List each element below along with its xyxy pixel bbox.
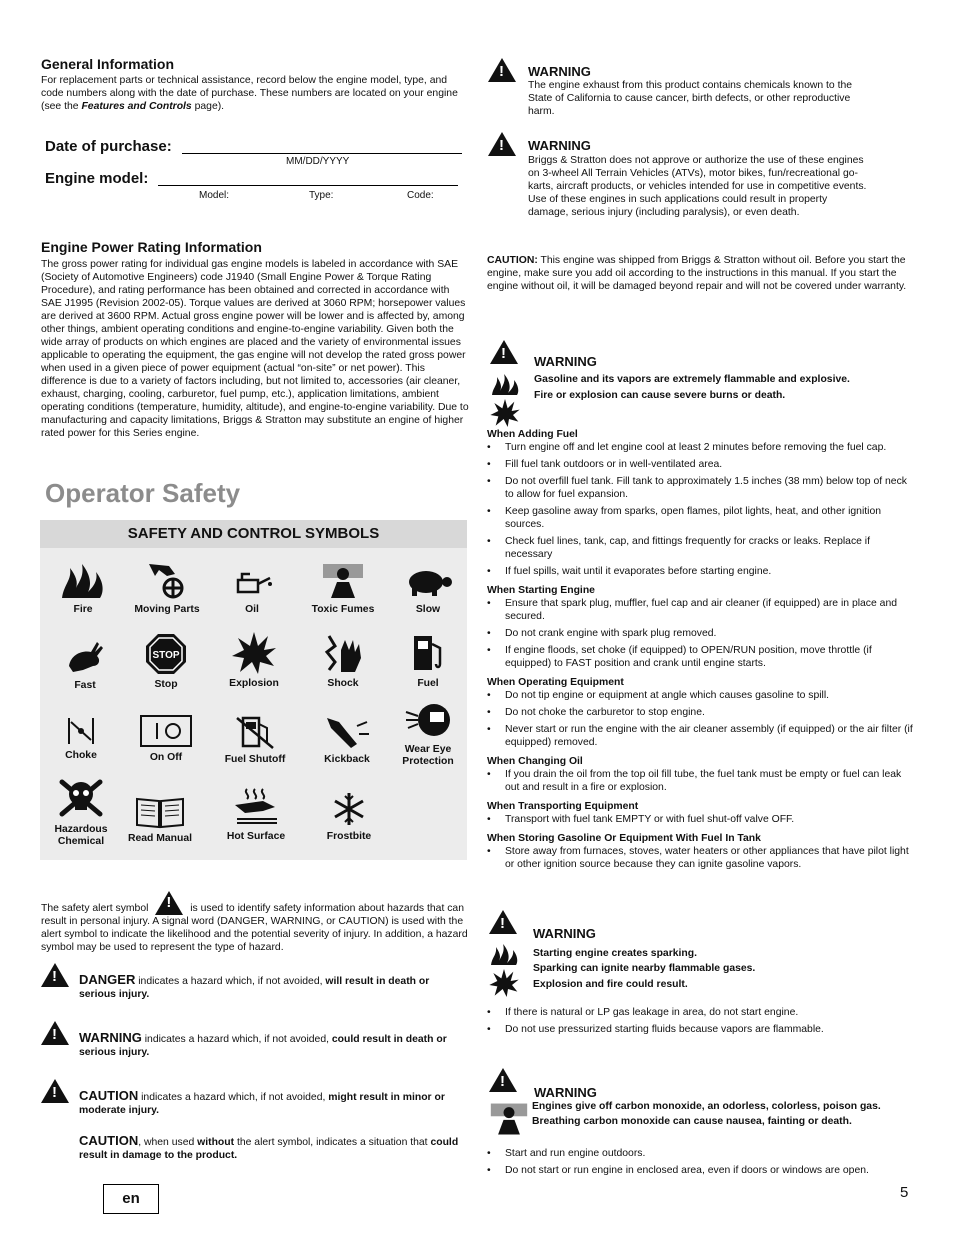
list-item: • Keep gasoline away from sparks, open flames, pilot lights, heat, and other ignition sources.	[487, 505, 915, 531]
operating-equipment-heading: When Operating Equipment	[487, 677, 624, 688]
turtle-icon	[402, 562, 454, 600]
warning5-alert-icon	[489, 1068, 517, 1092]
caution-text: indicates a hazard which, if not avoided,	[138, 1092, 329, 1103]
symbol-fast	[55, 636, 115, 692]
warning3-line2: Fire or explosion can cause severe burns or death.	[534, 390, 786, 401]
symbol-moving-parts	[128, 562, 206, 616]
symbol-moving-parts-label: Moving Parts	[134, 604, 200, 615]
explosion-icon	[232, 632, 276, 674]
warning-definition	[79, 1031, 471, 1059]
warning5-line1: Engines give off carbon monoxide, an odorless, colorless, poison gas.	[532, 1101, 881, 1112]
page-number: 5	[900, 1184, 909, 1201]
warning1-icon	[488, 58, 516, 87]
safety-alert-icon	[155, 891, 183, 915]
storing-list	[487, 845, 915, 871]
caution2-text: , when used	[138, 1137, 198, 1148]
warning5-line2: Breathing carbon monoxide can cause nausea, fainting or death.	[532, 1116, 852, 1127]
moving-parts-icon	[145, 562, 189, 600]
symbol-on-off	[136, 714, 196, 764]
symbol-frostbite	[318, 791, 380, 843]
warning-bold: could result in death or serious injury.	[79, 1034, 447, 1058]
symbol-stop-label: Stop	[154, 679, 178, 690]
symbol-fire-label: Fire	[73, 604, 93, 615]
symbol-choke	[51, 716, 111, 762]
kickback-icon	[323, 714, 371, 750]
changing-oil-list	[487, 768, 915, 794]
list-item: • Fill fuel tank outdoors or in well-ventilated area.	[487, 458, 915, 471]
storing-heading: When Storing Gasoline Or Equipment With Fuel In Tank	[487, 833, 761, 844]
symbol-stop	[136, 633, 196, 691]
list-item: • Turn engine off and let engine cool at least 2 minutes before removing the fuel cap.	[487, 441, 915, 454]
danger-bold: will result in death or serious injury.	[79, 976, 430, 1000]
caution2-without: without	[197, 1137, 235, 1148]
rabbit-icon	[63, 636, 107, 676]
list-item: • Store away from furnaces, stoves, water heaters or other appliances that have pilot light or other ignition source because they can ignite gasoline vapors.	[487, 845, 915, 871]
type-hint: Type:	[309, 190, 334, 201]
warning4-list-wrap	[487, 1006, 915, 1040]
hot-surface-icon	[233, 787, 279, 827]
symbol-hazardous-label-2: Chemical	[57, 836, 105, 847]
book-icon	[135, 795, 185, 829]
caution-oil-label: CAUTION:	[487, 255, 538, 266]
symbol-kickback-label: Kickback	[324, 754, 370, 765]
date-of-purchase-field[interactable]	[182, 153, 462, 154]
symbol-choke-label: Choke	[65, 750, 97, 761]
date-of-purchase-label: Date of purchase:	[45, 138, 172, 155]
engine-model-label: Engine model:	[45, 170, 149, 187]
on-off-icon	[139, 714, 193, 748]
warning3-icon-stack	[490, 340, 520, 427]
warning2-icon	[488, 132, 516, 161]
warning5-list	[487, 1147, 915, 1177]
fuel-safety-lists	[487, 428, 915, 875]
symbol-slow	[398, 562, 458, 616]
caution-bold: might result in minor or moderate injury.	[79, 1092, 445, 1116]
danger-word: DANGER	[79, 972, 136, 987]
list-item: • Start and run engine outdoors.	[487, 1147, 915, 1160]
symbol-read-manual-label: Read Manual	[127, 833, 193, 844]
general-info-text	[41, 74, 469, 113]
symbol-on-off-label: On Off	[149, 752, 183, 763]
warning5-icon-stack	[489, 1068, 529, 1137]
danger-definition	[79, 973, 469, 1001]
fire-icon	[60, 562, 106, 600]
caution2-bold: could result in damage to the product.	[79, 1137, 459, 1161]
caution2-text2: the alert symbol, indicates a situation that	[234, 1137, 431, 1148]
fuel-shutoff-icon	[235, 714, 275, 750]
adding-fuel-list	[487, 441, 915, 578]
oil-can-icon	[230, 562, 274, 600]
warning-alert-icon	[41, 1021, 69, 1050]
symbol-fire	[53, 562, 113, 616]
power-rating-text: The gross power rating for individual gas engine models is labeled in accordance with SAE (Society of Automotive Engineers) code J1940 (Small Engine Power & Torque Rating Procedure), and rating performance has been obtained and corrected in accordance with SAE J1995 (Revision 2002-05). Torque values are derived at 3060 RPM; horsepower values are derived at 3600 RPM. Actual gross engine power will be lower and is affected by, among other things, ambient operating conditions and engine-to-engine variability. Given both the wide array of products on which engines are placed and the variety of environmental issues applicable to operating the equipment, the gas engine will not develop the rated gross power when used in a given piece of power equipment (actual “on-site” or net power). This difference is due to a variety of factors including, but not limited to, accessories (air cleaner, exhaust, charging, cooling, carburetor, fuel pump, etc.), application limitations, ambient operating conditions (temperature, humidity, altitude), and engine-to-engine variability. Due to manufacturing and capacity limitations, Briggs & Stratton may substitute an engine of higher rated power for this Series engine.	[41, 259, 469, 439]
list-item: • Do not use pressurized starting fluids because vapors are flammable.	[487, 1023, 915, 1036]
symbols-heading: SAFETY AND CONTROL SYMBOLS	[40, 520, 467, 548]
fuel-pump-icon	[408, 632, 448, 674]
choke-icon	[65, 716, 97, 746]
warning4-fire-icon	[489, 943, 519, 967]
warning3-fire-icon	[490, 373, 520, 397]
symbol-explosion	[222, 632, 286, 690]
symbol-frostbite-label: Frostbite	[326, 831, 372, 842]
warning2-text: Briggs & Stratton does not approve or authorize the use of these engines on 3-wheel All Terrain Vehicles (ATVs), motor bikes, fun/recreational go-karts, aircraft products, or vehicles intended for use in competitive events. Use of these engines in such applications could result in property damage, serious injury (including paralysis), or even death.	[528, 155, 867, 218]
symbol-eye-label-1: Wear Eye	[404, 744, 452, 755]
warning4-line2: Sparking can ignite nearby flammable gases.	[533, 963, 756, 974]
list-item: • Check fuel lines, tank, cap, and fittings frequently for cracks or leaks. Replace if necessary	[487, 535, 915, 561]
warning5-title: WARNING	[534, 1085, 597, 1100]
symbol-shock-label: Shock	[327, 678, 359, 689]
warning3-alert-icon	[490, 340, 518, 364]
symbol-hot-surface-label: Hot Surface	[226, 831, 286, 842]
transporting-heading: When Transporting Equipment	[487, 801, 639, 812]
shock-icon	[321, 632, 365, 674]
operating-equipment-list	[487, 689, 915, 749]
starting-engine-list	[487, 597, 915, 670]
stop-sign-text: STOP	[152, 650, 180, 661]
caution-no-symbol-definition	[79, 1134, 471, 1162]
warning5-list-wrap	[487, 1147, 915, 1181]
symbol-oil	[222, 562, 282, 616]
transporting-list	[487, 813, 915, 826]
warning-word: WARNING	[79, 1030, 142, 1045]
power-rating-heading: Engine Power Rating Information	[41, 239, 262, 255]
symbol-fuel-label: Fuel	[417, 678, 439, 689]
list-item: • Do not overfill fuel tank. Fill tank to approximately 1.5 inches (38 mm) below top of neck to allow for fuel expansion.	[487, 475, 915, 501]
caution-oil-paragraph	[487, 254, 913, 293]
caution2-word: CAUTION	[79, 1133, 139, 1148]
warning-text: indicates a hazard which, if not avoided,	[141, 1034, 332, 1045]
engine-model-field[interactable]	[158, 185, 458, 186]
symbol-kickback	[316, 714, 378, 766]
list-item: • Do not start or run engine in enclosed area, even if doors or windows are open.	[487, 1164, 915, 1177]
general-info-text-em: Features and Controls	[81, 101, 192, 112]
list-item: • Do not tip engine or equipment at angle which causes gasoline to spill.	[487, 689, 915, 702]
warning5-toxic-fumes-icon	[489, 1101, 529, 1137]
general-info-heading: General Information	[41, 56, 175, 72]
model-hint: Model:	[199, 190, 230, 201]
symbol-eye-label-2: Protection	[402, 756, 454, 767]
language-tab: en	[103, 1184, 159, 1214]
warning4-alert-icon	[489, 910, 517, 934]
warning4-icon-stack	[489, 910, 519, 997]
symbol-fuel-shutoff	[218, 714, 292, 766]
warning4-title: WARNING	[533, 926, 596, 941]
general-info-text-a: For replacement parts or technical assistance, record below the engine model, type, and code numbers along with the date of purchase. These numbers are located on your engine (see the	[41, 75, 458, 112]
caution-oil-text: This engine was shipped from Briggs & Stratton without oil. Before you start the engine, make sure you add oil according to the instructions in this manual. If you start the engine without oil, it will be damaged beyond repair and will not be covered under warranty.	[487, 255, 907, 292]
alert-text-b: is used to identify safety information about hazards that can result in personal injury. A signal word (DANGER, WARNING, or CAUTION) is used with the alert symbol to indicate the likelihood and the potential severity of injury. In addition, a hazard symbol may be used to represent the type of hazard.	[41, 903, 468, 953]
list-item: • If you drain the oil from the top oil fill tube, the fuel tank must be empty or fuel can leak out and result in a fire or explosion.	[487, 768, 915, 794]
stop-sign-icon	[145, 633, 187, 675]
symbol-oil-label: Oil	[245, 604, 259, 615]
list-item: • If engine floods, set choke (if equipped) to OPEN/RUN position, move throttle (if equipped) to FAST position and crank until engine starts.	[487, 644, 915, 670]
caution-word: CAUTION	[79, 1088, 139, 1103]
danger-alert-icon	[41, 963, 69, 992]
caution-alert-icon	[41, 1079, 69, 1108]
symbol-shock	[313, 632, 373, 690]
starting-engine-heading: When Starting Engine	[487, 585, 595, 596]
warning4-list	[487, 1006, 915, 1036]
toxic-fumes-icon	[321, 562, 365, 600]
symbol-eye-protection	[396, 700, 460, 768]
warning3-title: WARNING	[534, 354, 597, 369]
alert-paragraph	[41, 891, 469, 954]
list-item: • If there is natural or LP gas leakage in area, do not start engine.	[487, 1006, 915, 1019]
snowflake-icon	[331, 791, 367, 827]
list-item: • Ensure that spark plug, muffler, fuel cap and air cleaner (if equipped) are in place and secured.	[487, 597, 915, 623]
list-item: • Do not choke the carburetor to stop engine.	[487, 706, 915, 719]
warning1-title: WARNING	[528, 64, 591, 79]
warning4-line1: Starting engine creates sparking.	[533, 948, 697, 959]
code-hint: Code:	[407, 190, 434, 201]
symbol-fuel	[398, 632, 458, 690]
symbol-fuel-shutoff-label: Fuel Shutoff	[224, 754, 286, 765]
section-title: Operator Safety	[45, 478, 241, 508]
symbol-read-manual	[122, 795, 198, 845]
changing-oil-heading: When Changing Oil	[487, 756, 583, 767]
eye-protection-icon	[404, 700, 452, 740]
warning1-text: The engine exhaust from this product contains chemicals known to the State of California to cause cancer, birth defects, or other reproductive harm.	[528, 80, 853, 117]
symbol-hazardous-chemical	[48, 776, 114, 848]
list-item: • If fuel spills, wait until it evaporates before starting engine.	[487, 565, 915, 578]
date-hint: MM/DD/YYYY	[286, 156, 350, 167]
symbol-explosion-label: Explosion	[229, 678, 279, 689]
list-item: • Do not crank engine with spark plug removed.	[487, 627, 915, 640]
warning4-line3: Explosion and fire could result.	[533, 979, 688, 990]
general-info-text-b: page).	[191, 101, 225, 112]
adding-fuel-heading: When Adding Fuel	[487, 429, 578, 440]
symbol-hot-surface	[221, 787, 291, 843]
danger-text: indicates a hazard which, if not avoided,	[135, 976, 326, 987]
symbol-slow-label: Slow	[415, 604, 441, 615]
list-item: • Never start or run the engine with the air cleaner assembly (if equipped) or the air filter (if equipped) removed.	[487, 723, 915, 749]
caution-definition	[79, 1089, 471, 1117]
alert-text-a: The safety alert symbol	[41, 903, 149, 914]
warning3-explosion-icon	[490, 399, 520, 427]
warning3-line1: Gasoline and its vapors are extremely flammable and explosive.	[534, 374, 850, 385]
warning2-title: WARNING	[528, 138, 591, 153]
symbol-fast-label: Fast	[74, 680, 96, 691]
symbol-hazardous-label-1: Hazardous	[54, 824, 108, 835]
warning4-explosion-icon	[489, 969, 519, 997]
list-item: • Transport with fuel tank EMPTY or with fuel shut-off valve OFF.	[487, 813, 915, 826]
symbol-toxic-fumes	[305, 562, 381, 616]
symbol-toxic-fumes-label: Toxic Fumes	[311, 604, 375, 615]
skull-crossbones-icon	[58, 776, 104, 820]
